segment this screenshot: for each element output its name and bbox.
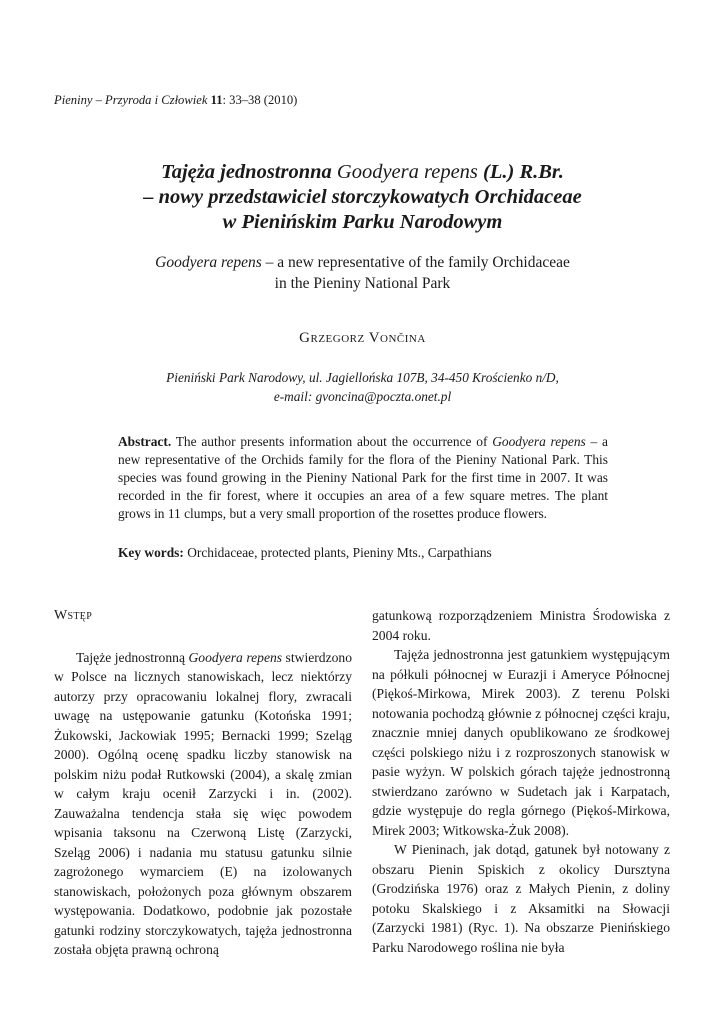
subtitle-species: Goodyera repens: [155, 254, 262, 271]
abstract-text-b: – a new representative of the Orchids family for the flora of the Pieniny National Park. This species was found growing in the Pieniny National Park for the first time in 2007. It was recorded in the fir forest, where it occupies an area of a few square metres. The plant grows in 11 clumps, but a very small proportion of the rosettes produce flowers.: [118, 434, 608, 521]
title-line-2: – nowy przedstawiciel storczykowatych Orchidaceae: [143, 186, 582, 208]
keywords-text: Orchidaceae, protected plants, Pieniny Mts., Carpathians: [183, 545, 492, 560]
abstract-label: Abstract.: [118, 434, 172, 449]
abstract-text-a: The author presents information about the occurrence of: [171, 434, 493, 449]
author-name: Grzegorz Vončina: [299, 330, 426, 346]
right-paragraph-3: W Pieninach, jak dotąd, gatunek był notowany z obszaru Pienin Spiskich z okolicy Dursztyna (Grodzińska 1976) oraz z Małych Pienin, z doliny potoku Skalskiego i z Aksamitki na Słowacji (Zarzycki 1981) (Ryc. 1). Na obszarze Pienińskiego Parku Narodowego roślina nie była: [372, 842, 670, 955]
keywords-label: Key words:: [118, 545, 184, 560]
title-line-1: [40, 160, 685, 185]
keywords: [118, 544, 608, 562]
right-column: [372, 606, 670, 957]
subtitle-line-2: in the Pieniny National Park: [274, 275, 451, 292]
subtitle-rest: – a new representative of the family Orchidaceae: [261, 254, 570, 271]
journal-pages: : 33–38 (2010): [222, 93, 298, 107]
abstract-species: Goodyera repens: [492, 434, 586, 449]
title-species: Goodyera repens: [331, 161, 484, 183]
journal-citation: [54, 93, 297, 108]
left-p1-rest: stwierdzono w Polsce na licznych stanowiskach, lecz niektórzy autorzy przy opracowaniu lokalnej flory, zwracali uwagę na ustępowanie gatunku (Kotońska 1991; Żukowski, Jackowiak 1995; Bernacki 1999; Szeląg 2000). Ogólną ocenę spadku liczby stanowisk na polskim niżu podał Rutkowski (2004), a skalę zmian w całym kraju ocenił Zarzycki i in. (2002). Zauważalna tendencja stała się więc powodem wpisania taksonu na Czerwoną Listę (Zarzycki, Szeląg 2006) i nadania mu statusu gatunku silnie zagrożonego wymarciem (E) na izolowanych stanowiskach, położonych poza głównym obszarem występowania. Dodatkowo, podobnie jak pozostałe gatunki rodziny storczykowatych, tajęża jednostronna została objęta prawną ochroną: [54, 649, 352, 957]
title-common-name: Tajęża jednostronna: [161, 161, 332, 183]
journal-name: Pieniny – Przyroda i Człowiek: [54, 93, 208, 107]
section-title-introduction: Wstęp: [54, 608, 93, 623]
right-paragraph-2: Tajęża jednostronna jest gatunkiem występującym na półkuli północnej w Eurazji i Ameryce Północnej (Piękoś-Mirkowa, Mirek 2003). Z terenu Polski notowania pochodzą głównie z północnej części kraju, znacznie mniej danych opublikowano ze środkowej części polskiego niżu i z rozproszonych stanowisk w pasie wyżyn. W polskich górach tajęże jednostronną stwierdzano zarówno w Sudetach jak i Karpatach, gdzie występuje do regla górnego (Piękoś-Mirkowa, Mirek 2003; Witkowska-Żuk 2008).: [372, 647, 670, 838]
left-p1-start: Tajęże jednostronną: [76, 649, 189, 665]
left-paragraph-1: [54, 648, 352, 960]
affiliation-address: Pieniński Park Narodowy, ul. Jagiellońska 107B, 34-450 Krościenko n/D,: [166, 370, 559, 385]
english-subtitle: [60, 252, 665, 294]
paper-title: [40, 160, 685, 235]
left-p1-species: Goodyera repens: [188, 649, 283, 665]
left-column: [54, 606, 352, 960]
title-line-3: w Pienińskim Parku Narodowym: [222, 211, 503, 233]
subtitle-line-1: [60, 252, 665, 273]
title-species-author: (L.) R.Br.: [483, 161, 564, 183]
affiliation-email: e-mail: gvoncina@poczta.onet.pl: [273, 389, 452, 404]
journal-volume: 11: [210, 93, 223, 107]
affiliation: [60, 368, 665, 406]
abstract: [118, 433, 608, 523]
right-paragraph-1: gatunkową rozporządzeniem Ministra Środowiska z 2004 roku.: [372, 608, 670, 643]
